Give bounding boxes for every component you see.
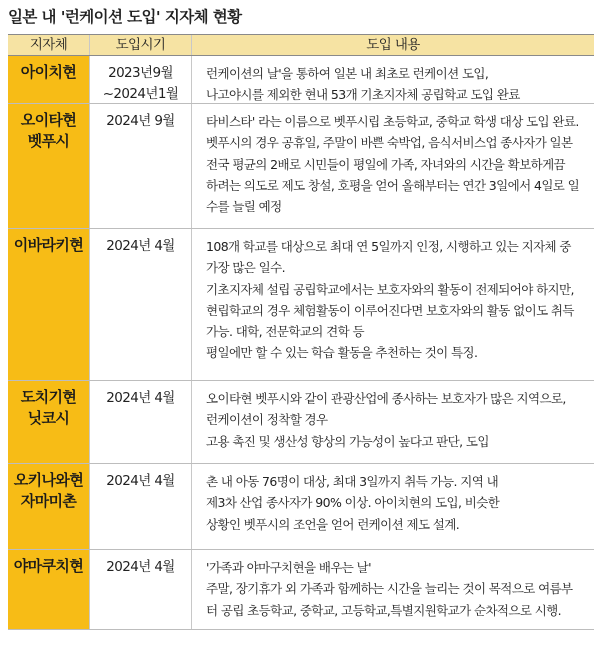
region-cell [8, 464, 90, 549]
content-cell-line: 상황인 벳푸시의 조언을 얻어 런케이션 제도 설계. [206, 516, 460, 532]
table-row [8, 381, 594, 464]
header-region: 지자체 [8, 35, 90, 55]
content-cell-line: 촌 내 아동 76명이 대상, 최대 3일까지 취득 가능. 지역 내 [206, 474, 499, 489]
content-cell-line: 현립학교의 경우 체험활동이 이루어진다면 보호자와의 활동 없이도 취득 [206, 302, 574, 318]
region-cell [8, 550, 90, 629]
content-cell-line: 벳푸시의 경우 공휴일, 주말이 바쁜 숙박업, 음식서비스업 종사자가 일본 [206, 135, 573, 151]
content-cell-line: 전국 평균의 2배로 시민들이 평일에 가족, 자녀와의 시간을 확보하게끔 [206, 156, 566, 172]
content-cell [192, 381, 594, 463]
content-cell-line: 하려는 의도로 제도 창설, 호평을 얻어 올해부터는 연간 3일에서 4일로 일 [206, 177, 580, 193]
period-cell-line: 2024년 4월 [106, 559, 175, 575]
content-cell-line: 가능. 대학, 전문학교의 견학 등 [206, 324, 364, 340]
table-row [8, 464, 594, 550]
region-cell-line: 야마쿠치현 [13, 557, 84, 575]
region-cell-line: 오이타현 [20, 111, 77, 129]
table-row [8, 229, 594, 381]
period-cell-line: ~2024년1월 [102, 86, 179, 102]
period-cell [90, 56, 192, 103]
content-cell [192, 229, 594, 380]
region-cell-line: 도치기현 [20, 388, 77, 406]
period-cell [90, 464, 192, 549]
content-cell-line: 나고야시를 제외한 현내 53개 기초지자체 공립학교 도입 완료 [206, 87, 520, 103]
table-row [8, 104, 594, 229]
period-cell [90, 229, 192, 380]
table-row [8, 56, 594, 104]
content-cell [192, 104, 594, 228]
region-cell-line: 닛코시 [27, 409, 70, 427]
content-cell-line: 타비스타' 라는 이름으로 벳푸시립 초등학교, 중학교 학생 대상 도입 완료. [206, 114, 579, 129]
period-cell [90, 550, 192, 629]
region-cell [8, 56, 90, 103]
content-cell-line: 주말, 장기휴가 외 가족과 함께하는 시간을 늘리는 것이 목적으로 여름부 [206, 581, 573, 597]
content-cell-line: '가족과 야마구치현을 배우는 날' [206, 560, 371, 575]
region-cell-line: 이바라키현 [13, 236, 84, 254]
region-cell-line: 아이치현 [20, 63, 77, 81]
content-cell-line: 런케이션의 날'을 통하여 일본 내 최초로 런케이션 도입, [206, 66, 489, 81]
content-cell-line: 오이타현 벳푸시와 같이 관광산업에 종사하는 보호자가 많은 지역으로, [206, 391, 566, 406]
content-cell-line: 기초지자체 설립 공립학교에서는 보호자와의 활동이 전제되어야 하지만, [206, 281, 574, 297]
content-cell-line: 가장 많은 일수. [206, 260, 285, 276]
period-cell-line: 2023년9월 [108, 65, 173, 81]
region-cell-line: 벳푸시 [27, 132, 70, 150]
period-cell [90, 104, 192, 228]
region-cell [8, 104, 90, 228]
region-cell-line: 오키나와현 [13, 471, 84, 489]
content-cell-line: 수를 늘릴 예정 [206, 199, 282, 215]
adoption-table [8, 34, 594, 630]
period-cell-line: 2024년 4월 [106, 390, 175, 406]
table-header [8, 34, 594, 56]
region-cell [8, 381, 90, 463]
header-period: 도입시기 [90, 35, 192, 55]
period-cell-line: 2024년 4월 [106, 473, 175, 489]
region-cell [8, 229, 90, 380]
content-cell-line: 평일에만 할 수 있는 학습 활동을 추천하는 것이 특징. [206, 345, 478, 361]
content-cell-line: 런케이션이 정착할 경우 [206, 412, 328, 428]
content-cell-line: 고용 촉진 및 생산성 향상의 가능성이 높다고 판단, 도입 [206, 433, 489, 449]
period-cell-line: 2024년 4월 [106, 238, 175, 254]
content-cell [192, 550, 594, 629]
content-cell-line: 108개 학교를 대상으로 최대 연 5일까지 인정, 시행하고 있는 지자체 중 [206, 239, 571, 254]
period-cell [90, 381, 192, 463]
content-cell-line: 제3차 산업 종사자가 90% 이상. 아이치현의 도입, 비슷한 [206, 495, 500, 511]
content-cell-line: 터 공립 초등학교, 중학교, 고등학교,특별지원학교가 순차적으로 시행. [206, 602, 562, 618]
page-title: 일본 내 '런케이션 도입' 지자체 현황 [8, 8, 242, 26]
region-cell-line: 자마미촌 [20, 492, 77, 510]
period-cell-line: 2024년 9월 [106, 113, 175, 129]
content-cell [192, 464, 594, 549]
table-row [8, 550, 594, 630]
content-cell [192, 56, 594, 103]
header-content: 도입 내용 [366, 37, 420, 53]
